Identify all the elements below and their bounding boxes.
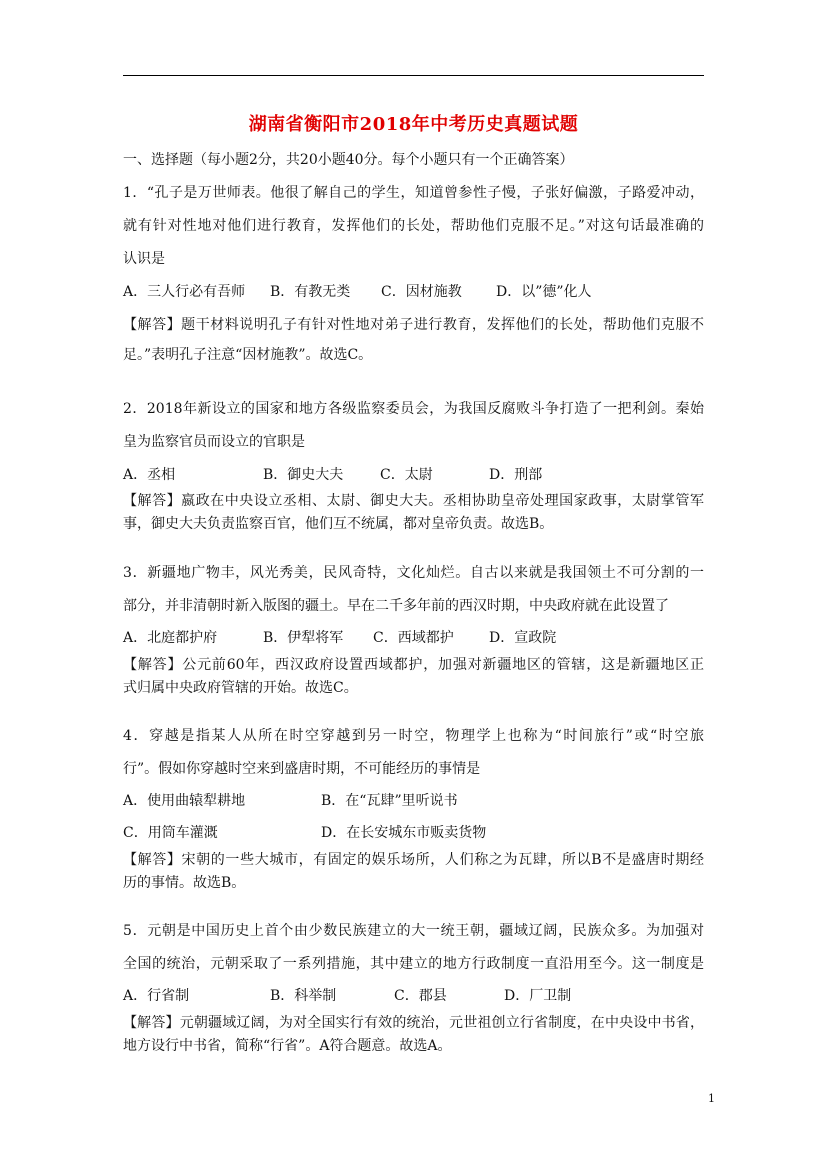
q3-option-c: C．西域都护 <box>373 630 454 646</box>
q3-stem-line-2: 部分，并非清朝时新入版图的疆土。早在二千多年前的西汉时期，中央政府就在此设置了 <box>123 598 669 614</box>
q5-answer-line-2: 地方设行中书省，简称“行省”。A符合题意。故选A。 <box>123 1038 452 1054</box>
q1-stem-line-3: 认识是 <box>123 251 165 267</box>
q4-option-c: C．用筒车灌溉 <box>123 825 218 841</box>
q1-option-b: B．有教无类 <box>270 284 351 300</box>
q4-answer-line-2: 历的事情。故选B。 <box>123 875 246 891</box>
q5-option-d: D．厂卫制 <box>504 988 572 1004</box>
q4-stem-line-1: 4．穿越是指某人从所在时空穿越到另一时空，物理学上也称为“时间旅行”或“时空旅 <box>123 728 704 744</box>
q4-answer-line-1: 【解答】宋朝的一些大城市，有固定的娱乐场所，人们称之为瓦肆，所以B不是盛唐时期经 <box>123 852 704 868</box>
q2-answer-line-2: 事，御史大夫负责监察百官，他们互不统属，都对皇帝负责。故选B。 <box>123 516 554 532</box>
q1-stem-line-2: 就有针对性地对他们进行教育，发挥他们的长处，帮助他们克服不足。”对这句话最准确的 <box>123 218 704 234</box>
q3-answer-line-2: 式归属中央政府管辖的开始。故选C。 <box>123 680 358 696</box>
page-number: 1 <box>708 1092 715 1105</box>
q2-stem-line-1: 2．2018年新设立的国家和地方各级监察委员会，为我国反腐败斗争打造了一把利剑。秦始 <box>123 401 704 417</box>
header-rule <box>123 75 704 76</box>
q3-stem-line-1: 3．新疆地广物丰，风光秀美，民风奇特，文化灿烂。自古以来就是我国领土不可分割的一 <box>123 565 704 581</box>
q2-option-c: C．太尉 <box>380 467 433 483</box>
q1-stem-line-1: 1．“孔子是万世师表。他很了解自己的学生，知道曾参性子慢，子张好偏激，子路爱冲动， <box>123 185 704 201</box>
q1-option-a: A．三人行必有吾师 <box>123 284 246 300</box>
q2-option-d: D．刑部 <box>489 467 543 483</box>
q3-option-d: D．宣政院 <box>489 630 557 646</box>
q5-stem-line-1: 5．元朝是中国历史上首个由少数民族建立的大一统王朝，疆域辽阔，民族众多。为加强对 <box>123 923 704 939</box>
q3-answer-line-1: 【解答】公元前60年，西汉政府设置西域都护，加强对新疆地区的管辖，这是新疆地区正 <box>123 657 704 673</box>
q5-stem-line-2: 全国的统治，元朝采取了一系列措施，其中建立的地方行政制度一直沿用至今。这一制度是 <box>123 956 704 972</box>
q1-answer-line-1: 【解答】题干材料说明孔子有针对性地对弟子进行教育，发挥他们的长处，帮助他们克服不 <box>123 317 704 333</box>
q4-option-a: A．使用曲辕犁耕地 <box>123 793 246 809</box>
q3-option-a: A．北庭都护府 <box>123 630 218 646</box>
q4-option-b: B．在“瓦肆”里听说书 <box>321 793 458 809</box>
q5-option-c: C．郡县 <box>394 988 447 1004</box>
q4-stem-line-2: 行”。假如你穿越时空来到盛唐时期，不可能经历的事情是 <box>123 761 481 777</box>
q5-answer-line-1: 【解答】元朝疆域辽阔，为对全国实行有效的统治，元世祖创立行省制度，在中央设中书省， <box>123 1015 704 1031</box>
q2-stem-line-2: 皇为监察官员而设立的官职是 <box>123 434 305 450</box>
page-title: 湖南省衡阳市2018年中考历史真题试题 <box>248 114 579 135</box>
q1-option-c: C．因材施教 <box>381 284 462 300</box>
q5-option-a: A．行省制 <box>123 988 190 1004</box>
q5-option-b: B．科举制 <box>270 988 337 1004</box>
q4-option-d: D．在长安城东市贩卖货物 <box>321 825 487 841</box>
q2-option-b: B．御史大夫 <box>263 467 344 483</box>
q1-option-d: D．以”德”化人 <box>496 284 592 300</box>
section-heading: 一、选择题（每小题2分，共20小题40分。每个小题只有一个正确答案） <box>123 152 574 168</box>
q2-option-a: A．丞相 <box>123 467 176 483</box>
q1-answer-line-2: 足。”表明孔子注意“因材施教”。故选C。 <box>123 347 373 363</box>
q3-option-b: B．伊犁将军 <box>263 630 344 646</box>
q2-answer-line-1: 【解答】嬴政在中央设立丞相、太尉、御史大夫。丞相协助皇帝处理国家政事，太尉掌管军 <box>123 493 704 509</box>
